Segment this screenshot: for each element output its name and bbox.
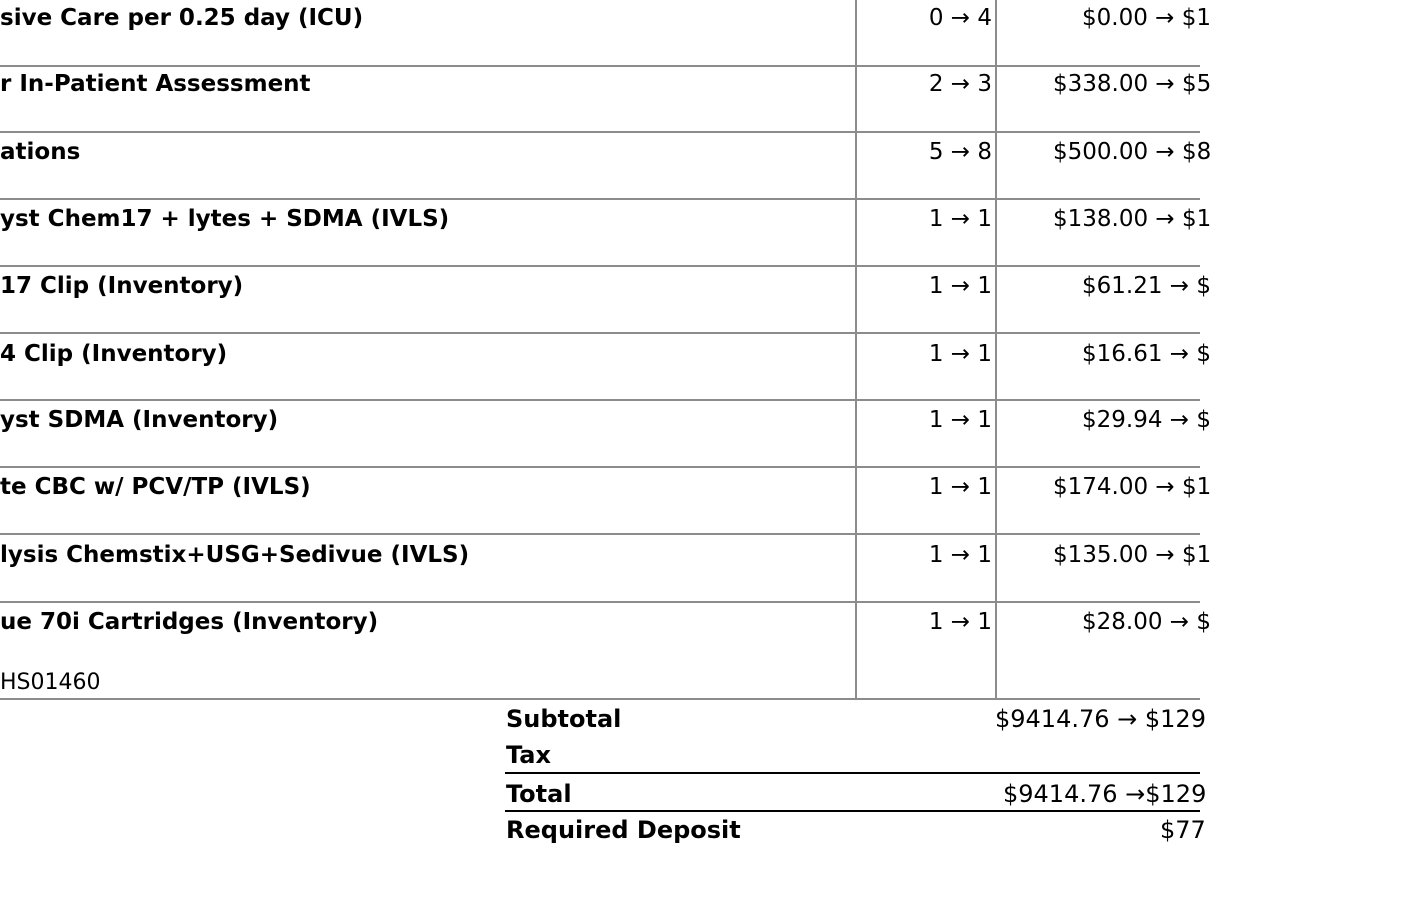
column-divider-price [995,0,997,700]
item-description: lysis Chemstix+USG+Sedivue (IVLS) [0,542,470,568]
item-quantity: 0 → 4 [928,5,992,31]
tax-label: Tax [506,741,551,769]
deposit-divider [505,810,1200,812]
total-value: $9414.76 →$129 [1003,780,1207,808]
row-divider [0,399,1200,401]
total-divider [505,772,1200,774]
item-price: $135.00 → $1 [1053,542,1212,568]
row-divider [0,198,1200,200]
item-quantity: 1 → 1 [928,407,992,433]
item-description: yst SDMA (Inventory) [0,407,279,433]
item-price: $338.00 → $5 [1053,71,1212,97]
item-price: $16.61 → $ [1082,341,1212,367]
item-price: $61.21 → $ [1082,273,1212,299]
item-quantity: 1 → 1 [928,341,992,367]
item-quantity: 1 → 1 [928,609,992,635]
total-label: Total [506,780,572,808]
row-divider [0,265,1200,267]
table-bottom-border [0,698,1200,700]
deposit-value: $77 [1160,816,1206,844]
row-divider [0,65,1200,67]
item-description: 4 Clip (Inventory) [0,341,228,367]
item-price: $28.00 → $ [1082,609,1212,635]
item-description: sive Care per 0.25 day (ICU) [0,5,364,31]
item-price: $29.94 → $ [1082,407,1212,433]
row-divider [0,533,1200,535]
item-quantity: 2 → 3 [928,71,992,97]
item-description: yst Chem17 + lytes + SDMA (IVLS) [0,206,450,232]
item-price: $500.00 → $8 [1053,139,1212,165]
row-divider [0,466,1200,468]
item-quantity: 5 → 8 [928,139,992,165]
item-quantity: 1 → 1 [928,273,992,299]
row-divider [0,332,1200,334]
item-quantity: 1 → 1 [928,542,992,568]
column-divider-qty [855,0,857,700]
subtotal-value: $9414.76 → $129 [995,705,1206,733]
item-quantity: 1 → 1 [928,206,992,232]
subtotal-label: Subtotal [506,705,622,733]
item-description: te CBC w/ PCV/TP (IVLS) [0,474,311,500]
item-description: 17 Clip (Inventory) [0,273,244,299]
item-price: $0.00 → $1 [1082,5,1212,31]
item-price: $138.00 → $1 [1053,206,1212,232]
item-description: ue 70i Cartridges (Inventory) [0,609,379,635]
item-description: r In-Patient Assessment [0,71,311,97]
row-divider [0,131,1200,133]
item-quantity: 1 → 1 [928,474,992,500]
row-divider [0,601,1200,603]
item-code: HS01460 [0,670,101,695]
item-description: ations [0,139,81,165]
item-price: $174.00 → $1 [1053,474,1212,500]
deposit-label: Required Deposit [506,816,741,844]
